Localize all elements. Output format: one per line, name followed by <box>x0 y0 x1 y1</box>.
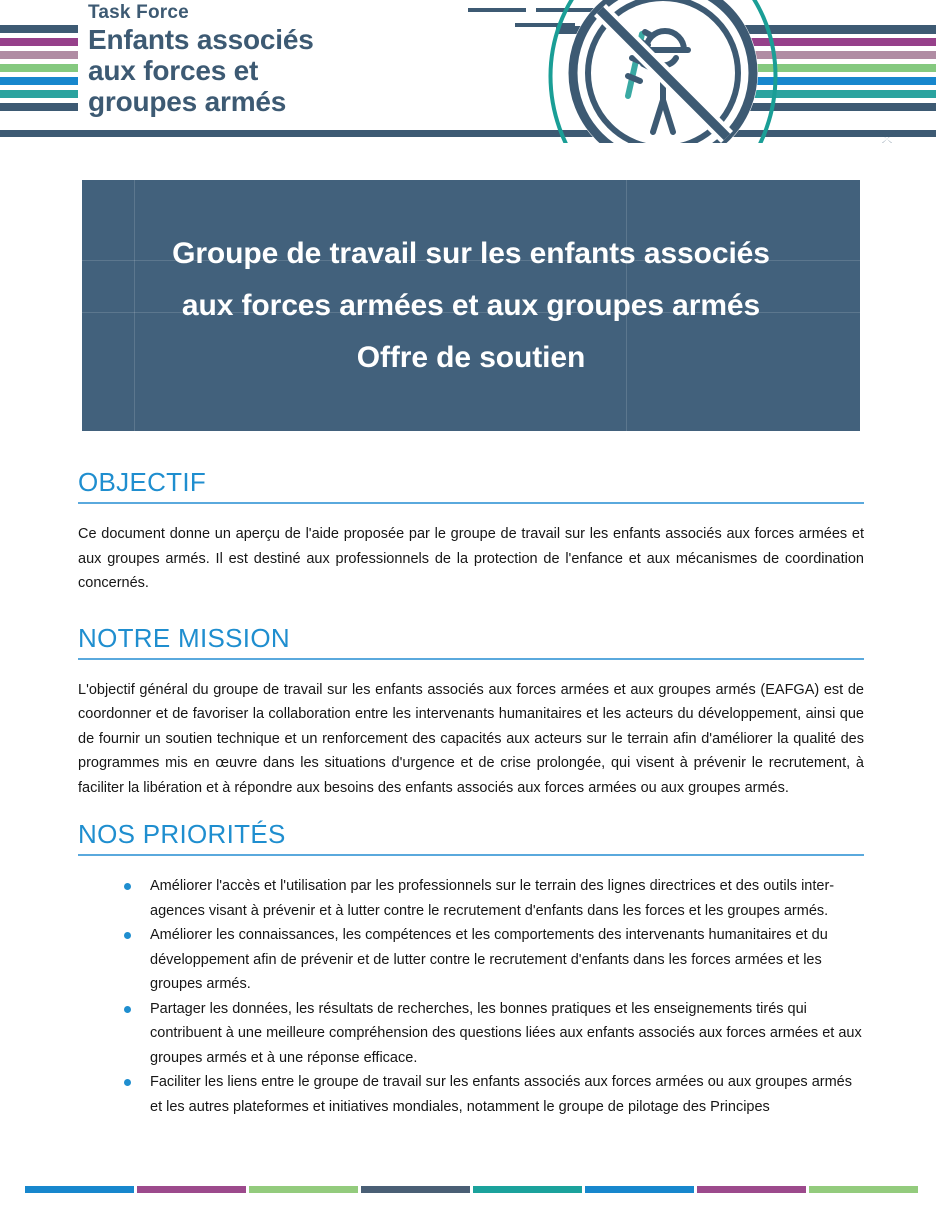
header-stripe-5 <box>0 90 78 98</box>
list-item <box>124 1070 864 1119</box>
bullet-dot-icon <box>124 883 131 890</box>
banner-text-block <box>132 228 810 384</box>
four-point-star-icon <box>872 124 902 143</box>
section-objectif <box>78 466 864 596</box>
footer-bar-1 <box>137 1186 246 1193</box>
section-notre-mission <box>78 622 864 801</box>
title-banner <box>82 180 860 431</box>
banner-line-2: Offre de soutien <box>356 340 586 374</box>
footer-bar-0 <box>25 1186 134 1193</box>
list-item <box>124 874 864 923</box>
banner-line-0: Groupe de travail sur les enfants associés <box>172 236 770 270</box>
section-nos-priorites <box>78 818 864 1119</box>
list-item <box>124 997 864 1071</box>
footer-bar-5 <box>585 1186 694 1193</box>
list-item-text: Faciliter les liens entre le groupe de travail sur les enfants associés aux forces armées ou aux groupes armés et les autres plateformes et initiatives mondiales, notamment le groupe de pilotage des Principes <box>150 1074 852 1115</box>
brand-title-line-2: groupes armés <box>88 86 287 117</box>
footer-bar-2 <box>249 1186 358 1193</box>
header-stripe-6 <box>0 103 78 111</box>
header-stripe-4 <box>0 77 78 85</box>
bullet-dot-icon <box>124 1006 131 1013</box>
section-paragraph-notre-mission: L'objectif général du groupe de travail sur les enfants associés aux forces armées et aux groupes armés (EAFGA) est de coordonner et de favoriser la collaboration entre les intervenants humanitaires et les acteurs du développement, ainsi que de fournir un soutien technique et un renforcement des capacités aux acteurs sur le terrain afin d'améliorer la qualité des programmes mis en œuvre dans les situations d'urgence et de crise prolongée, qui visent à prévenir le recrutement, à faciliter la libération et à répondre aux besoins des enfants associés aux forces armées ou aux groupes armés. <box>78 681 864 796</box>
page-header <box>0 0 936 143</box>
bullet-dot-icon <box>124 932 131 939</box>
header-stripe-0 <box>0 25 78 33</box>
footer-bar-3 <box>361 1186 470 1193</box>
brand-kicker: Task Force <box>88 2 189 23</box>
document-body <box>78 466 864 1119</box>
priorities-list <box>78 874 864 1119</box>
header-left-stripes <box>0 25 78 116</box>
section-heading-objectif: OBJECTIF <box>78 467 207 497</box>
header-stripe-2 <box>0 51 78 59</box>
list-item-text: Améliorer les connaissances, les compétences et les comportements des intervenants humanitaires et du développement afin de prévenir et de lutter contre le recrutement d'enfants dans les forces armées et les groupes armés. <box>150 927 828 992</box>
no-child-soldier-icon <box>470 0 810 143</box>
banner-line-1: aux forces armées et aux groupes armés <box>181 288 761 322</box>
section-heading-nos-priorites: NOS PRIORITÉS <box>78 819 286 849</box>
list-item <box>124 923 864 997</box>
header-stripe-3 <box>0 64 78 72</box>
bullet-dot-icon <box>124 1079 131 1086</box>
brand-title-line-0: Enfants associés <box>88 24 314 55</box>
header-stripe-1 <box>0 38 78 46</box>
footer-bar-6 <box>697 1186 806 1193</box>
footer-bar-7 <box>809 1186 918 1193</box>
section-heading-notre-mission: NOTRE MISSION <box>78 622 290 653</box>
brand-block <box>88 2 314 117</box>
list-item-text: Améliorer l'accès et l'utilisation par les professionnels sur le terrain des lignes directrices et des outils inter-agences visant à prévenir et à lutter contre le recrutement d'enfants dans les forces et les groupes armés. <box>150 878 835 919</box>
footer-bar-4 <box>473 1186 582 1193</box>
footer-color-bars <box>0 1186 936 1194</box>
brand-title-line-1: aux forces et <box>88 55 259 86</box>
list-item-text: Partager les données, les résultats de recherches, les bonnes pratiques et les enseignements tirés qui contribuent à une meilleure compréhension des questions liées aux enfants associés aux forces armées et aux groupes armés et à une réponse efficace. <box>150 1000 862 1066</box>
section-paragraph-objectif: Ce document donne un aperçu de l'aide proposée par le groupe de travail sur les enfants associés aux forces armées et aux groupes armés. Il est destiné aux professionnels de la protection de l'enfance et aux mécanismes de coordination concernés. <box>78 526 864 591</box>
